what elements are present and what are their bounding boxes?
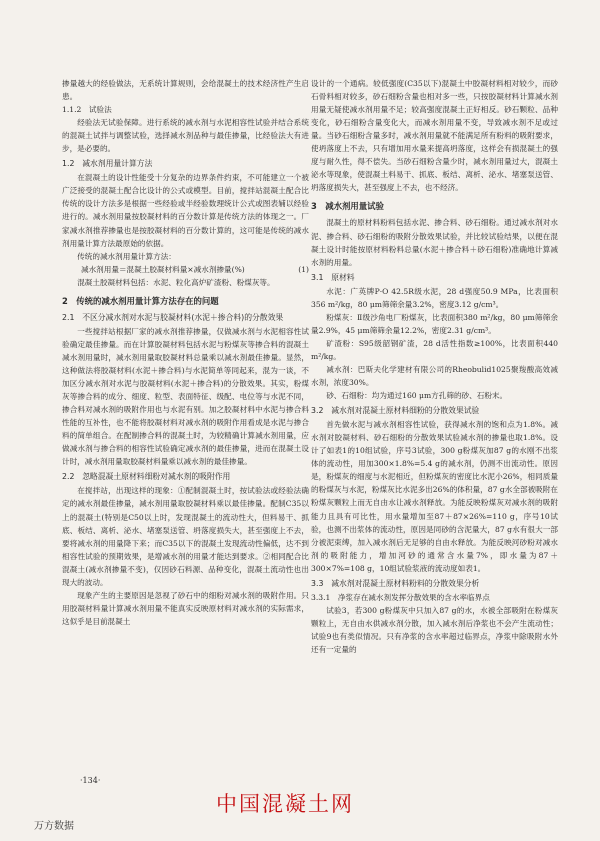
right-column (311, 77, 558, 656)
paragraph: 掺量越大的经验做法，无系统计算规则，会给混凝土的技术经济性产生启患。 (62, 79, 309, 102)
page-number: ·134· (80, 776, 101, 785)
paragraph: 试验3，若300 g粉煤灰中只加入87 g的水，水被全部吸附在粉煤灰颗粒上，无自由水供减水剂分散，加入减水剂后净浆也不会产生流动性；试验9也有类似情况。只有净浆的含水率超过临界点，净浆中除吸附水外还有一定量的 (311, 605, 558, 654)
paragraph: 设计的一个通病。较低强度(C35以下)混凝土中胶凝材料相对较少，而砂石骨料相对较多，砂石细粉含量也相对多一些，只按胶凝材料计算减水剂用量无疑使减水剂用量不足；较高强度混凝土正好相反。砂石颗粒、品种变化，砂石细粉含量变化大，而减水剂用量不变，导致减水剂不足或过量。当砂石细粉含量多时，减水剂用量就不能满足所有粉料的吸附要求，使坍落度上不去，只有增加用水量来提高坍落度，这样会有损混凝土的强度与耐久性，得不偿失。当砂石细粉含量少时，减水剂用量过大，混凝土泌水等现象，使混凝土料易干、抓底、板结、离析、泌水、堵塞泵送管、坍落度损失大，甚至强度上不去，也不经济。 (311, 79, 558, 193)
paragraph: 水泥：广英牌P·O 42.5R级水泥，28 d强度50.9 MPa，比表面积356 m²/kg，80 μm筛筛余量3.2%，密度3.12 g/cm³。 (311, 286, 558, 309)
paragraph: 混凝土胶凝材料包括：水泥、粒化高炉矿渣粉、粉煤灰等。 (77, 277, 275, 287)
subsection-heading: 3.3.1 净浆存在减水剂发挥分散效果的含水率临界点 (311, 592, 490, 602)
paragraph: 减水剂：巴斯夫化学建材有限公司的Rheobulid1025聚羧酸高效减水剂，浓度30%。 (311, 364, 558, 388)
paragraph: 在混凝土的设计性能受十分复杂的边界条件约束，不可能建立一个被广泛接受的混凝土配合比设计的公式或模型。目前，搅拌站混凝土配合比传统的设计方法多是根据一些经验或半经验数理统计公式或图表辅以经验进行的。减水剂用量按胶凝材料的百分数计算是传统方法的体现之一。厂家减水剂推荐掺量也是按胶凝材料的百分数计算的，这可能是传统的减水剂用量计算方法最原始的依据。 (62, 173, 309, 248)
section-heading: 3 减水剂用量试验 (311, 201, 384, 212)
paragraph: 矿渣粉：S95级韶钢矿渣，28 d活性指数≥100%，比表面积440 m²/kg。 (311, 338, 558, 361)
section-heading: 3.1 原材料 (311, 272, 355, 282)
equation-number: (1) (298, 264, 309, 274)
section-heading: 2 传统的减水剂用量计算方法存在的问题 (62, 295, 219, 306)
paragraph: 混凝土的原材料粉料包括水泥、掺合料、砂石细粉。通过减水剂对水泥、掺合料、砂石细粉的吸附分散效果试验，并比较试验结果，以便在混凝土设计时能按原材料粉料总量(水泥＋掺合料＋砂石细粉)准确地计算减水剂的用量。 (311, 218, 558, 267)
subsection-heading: 1.1.2 试验法 (62, 105, 112, 115)
paragraph: 在搅拌站，出现这样的现象：①配制混凝土时，按试验法或经验法确定的减水剂最佳掺量，减水剂用量取胶凝材料乘以最佳掺量。配制C35以上的混凝土(特别是C50以上时，发现混凝土的流动性大，但料易干、抓底、板结、离析、泌水、堵塞泵送管、坍落度损失大，甚至强度上不去，要将减水剂的用量降下来；而C35以下的混凝土发现流动性偏低，达不到相容性试验的预期效果，是增减水剂的用量才能达到要求。②相同配合比混凝土(减水剂掺量不变)，仅因砂石料源、品种变化，混凝土流动性也出现大的波动。 (62, 486, 309, 587)
paragraph: 砂、石细粉：均为通过160 μm方孔筛的砂、石粉末。 (326, 391, 508, 401)
section-heading: 2.1 不区分减水剂对水泥与胶凝材料(水泥＋掺合料)的分散效果 (62, 312, 284, 322)
equation-text: 减水剂用量＝混凝土胶凝材料量×减水剂掺量(%) (80, 264, 245, 274)
paragraph: 粉煤灰：Ⅱ级沙角电厂粉煤灰，比表面积380 m²/kg，80 μm筛筛余量2.9%，45 μm筛筛余量12.2%，密度2.31 g/cm³。 (311, 312, 558, 335)
section-heading: 3.2 减水剂对混凝土原材料细粉的分散效果试验 (311, 406, 480, 416)
section-heading: 3.3 减水剂对混凝土原材料粉料的分散效果分析 (311, 578, 480, 588)
paragraph: 传统的减水剂用量计算方法： (77, 251, 176, 261)
watermark-logo: 中国混凝土网 (216, 792, 354, 816)
source-label: 万方数据 (34, 821, 74, 832)
paragraph: 一些搅拌站根据厂家的减水剂推荐掺量，仅做减水剂与水泥相容性试验确定最佳掺量。而在计算胶凝材料包括水泥与粉煤灰等掺合料的混凝土减水剂用量时，减水剂用量取胶凝材料总量乘以减水剂最佳掺量。显然，这种做法将胶凝材料(水泥＋掺合料)与水泥简单等同起来，混为一谈，不加区分减水剂对水泥与胶凝材料(水泥＋掺合料)的分散效果。其实，粉煤灰等掺合料的成分、细度、粒型、表面特征、级配、电位等与水泥不同，掺合料对减水剂的吸附作用也与水泥有别。加之胶凝材料中水泥与掺合料性能的互补性，也不能将胶凝材料对减水剂的吸附作用看成是水泥与掺合料的简单组合。在配制掺合料的混凝土时，为较精确计算减水剂用量，应做减水剂与掺合料的相容性试验确定减水剂的最佳掺量，进而在混凝土设计时，减水剂用量取胶凝材料量乘以减水剂的最佳掺量。 (62, 326, 309, 467)
left-column (62, 77, 309, 628)
paragraph: 经验法无试验保障。进行系统的减水剂与水泥相容性试验并结合系统的混凝土试拌与调整试验，选择减水剂品种与最佳掺量，比经验法大有进步，是必要的。 (62, 118, 309, 154)
equation-1 (62, 263, 309, 276)
paragraph: 现象产生的主要原因是忽视了砂石中的细粉对减水剂的吸附作用。只用胶凝材料量计算减水剂用量不能真实反映原材料对减水剂的实际需求，这似乎是目前混凝土 (62, 590, 309, 626)
paragraph: 首先做水泥与减水剂相容性试验，获得减水剂的饱和点为1.8%。减水剂对胶凝材料、砂石细粉的分散效果试验减水剂的掺量也取1.8%。设计了如表1的10组试验，序号3试验，300 g粉煤灰加87 g的水刚不出浆体的流动性，用加300×1.8%=5.4 g的减水剂，仍测不出流动性。原因是，粉煤灰的细度与水泥相近，但粉煤灰的密度比水泥小26%，相同质量的粉煤灰与水泥，粉煤灰比水泥多出26%的体积量，87 g水全部被吸附在粉煤灰颗粒上而无自由水让减水剂释放。为能反映粉煤灰对减水剂的吸附能力且具有可比性，用水量增加至87＋87×26%=110 g，序号10试验，也测不出浆体的流动性，原因是同砂的含泥量大，87 g水有很大一部分被泥束缚，加入减水剂后无足够的自由水释放。为能反映河砂粉对减水剂的吸附能力，增加河砂的通常含水量7%，即水量为87＋300×7%=108 g，10组试验浆液的流动度如表1。 (311, 420, 558, 573)
section-heading: 2.2 忽略混凝土原材料细粉对减水剂的吸附作用 (62, 472, 231, 482)
section-heading: 1.2 减水剂用量计算方法 (62, 159, 153, 169)
